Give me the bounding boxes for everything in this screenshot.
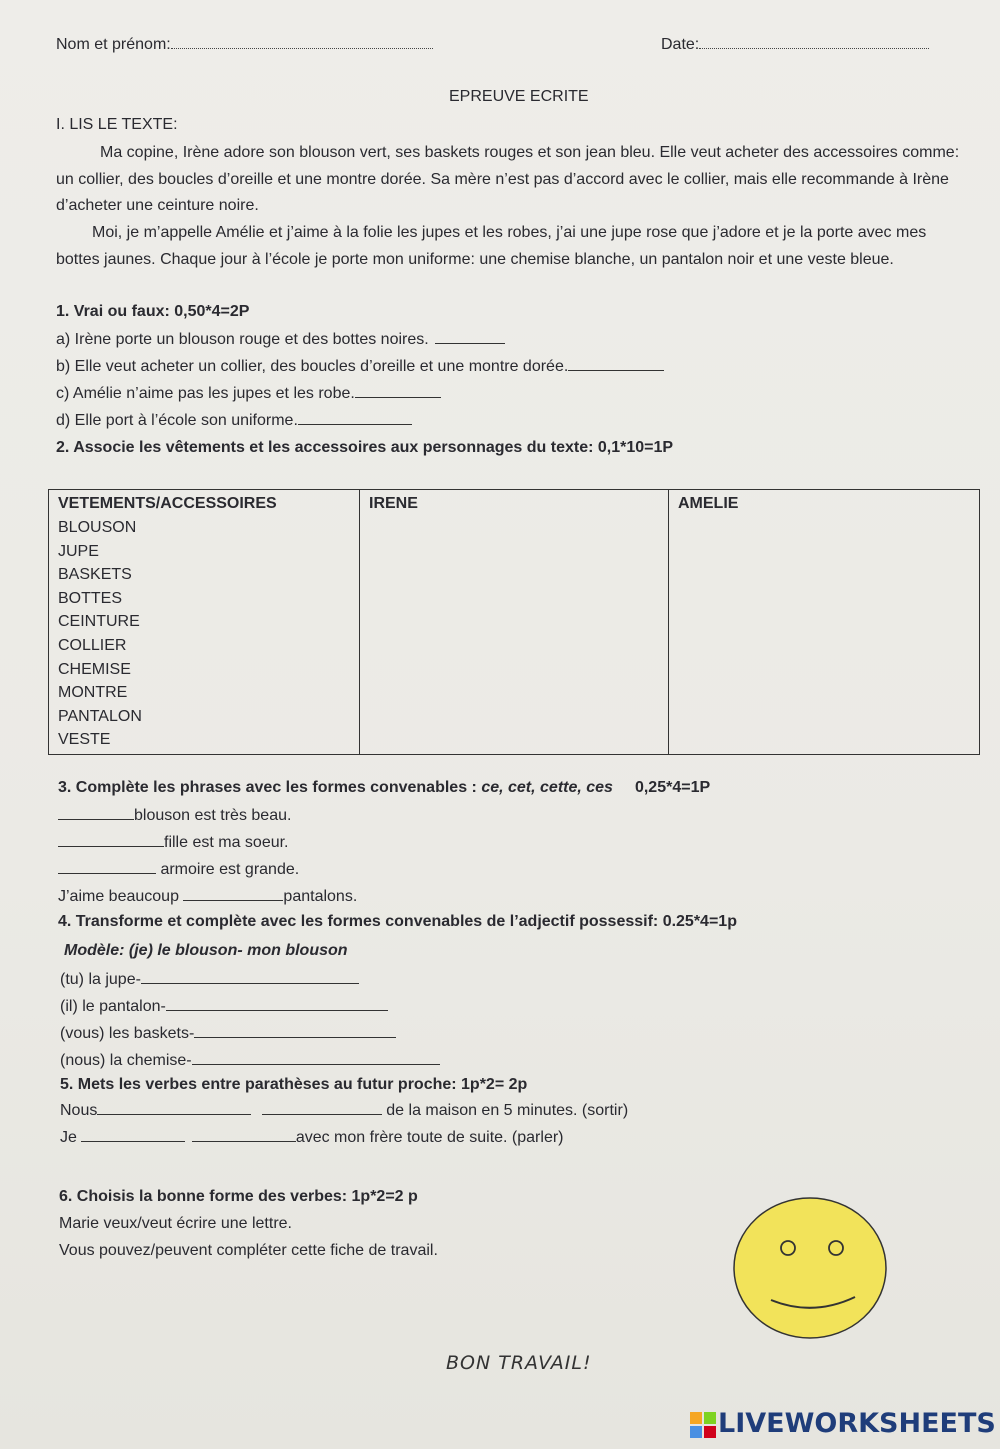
table-item: CEINTURE [58,613,140,631]
q5-sentence-1[interactable]: Nous de la maison en 5 minutes. (sortir) [60,1102,629,1119]
reading-paragraph-2: Moi, je m’appelle Amélie et j’aime à la folie les jupes et les robes, j’ai une jupe rose que j’adore et je la porte avec mes bottes jaunes. Chaque jour à l’école je porte mon uniforme: une chemise blanche, un pantalon noir et une veste bleue. [56,224,927,268]
table-item: BLOUSON [58,519,137,536]
q1-title: 1. Vrai ou faux: 0,50*4=2P [56,303,250,320]
table-item: BASKETS [58,566,132,584]
q3-title: 3. Complète les phrases avec les formes convenables : ce, cet, cette, ces 0,25*4=1P [58,779,711,796]
name-label: Nom et prénom: [56,36,171,53]
q3-sentence-4[interactable]: J’aime beaucoup pantalons. [58,888,358,905]
q4-model: Modèle: (je) le blouson- mon blouson [64,942,348,959]
q3-forms: ce, cet, cette, ces [481,779,613,796]
table-item: JUPE [58,542,99,560]
association-table [48,489,980,755]
watermark-text: LIVEWORKSHEETS [718,1408,996,1439]
q6-sentence-2[interactable]: Vous pouvez/peuvent compléter cette fiche de travail. [59,1242,438,1259]
table-item: PANTALON [58,707,142,725]
q5-title: 5. Mets les verbes entre parathèses au futur proche: 1p*2= 2p [60,1076,528,1093]
date-label: Date: [661,36,700,53]
col-header-amelie: AMELIE [678,495,739,512]
table-item: BOTTES [58,589,123,607]
q4-item-3[interactable]: (vous) les baskets- [60,1025,396,1043]
q3-points: 0,25*4=1P [634,779,711,796]
logo-grid-icon [690,1412,716,1438]
table-item: CHEMISE [58,660,131,678]
q3-sentence-1[interactable]: blouson est très beau. [58,807,291,825]
q6-title: 6. Choisis la bonne forme des verbes: 1p*2=2 p [59,1188,418,1205]
closing-text: BON TRAVAIL! [446,1352,592,1374]
q1-item-b[interactable]: b) Elle veut acheter un collier, des boucles d’oreille et une montre dorée. [56,358,664,376]
col-items [49,490,360,755]
section-heading: I. LIS LE TEXTE: [56,116,178,133]
col-amelie[interactable] [669,490,980,755]
name-field[interactable] [56,36,433,54]
q1-item-c[interactable]: c) Amélie n’aime pas les jupes et les robe. [56,385,441,403]
page-title: EPREUVE ECRITE [449,88,589,105]
col-irene[interactable] [360,490,669,755]
q4-item-1[interactable]: (tu) la jupe- [60,971,359,989]
q4-item-2[interactable]: (il) le pantalon- [60,998,388,1016]
col-header-irene: IRENE [369,495,418,512]
q3-sentence-3[interactable]: armoire est grande. [58,861,299,879]
smiley-face-icon [733,1197,887,1339]
q4-title: 4. Transforme et complète avec les formes convenables de l’adjectif possessif: 0.25*4=1p [58,913,737,930]
date-field[interactable] [661,36,929,54]
q2-title: 2. Associe les vêtements et les accessoires aux personnages du texte: 0,1*10=1P [56,439,674,456]
q6-sentence-1[interactable]: Marie veux/veut écrire une lettre. [59,1215,292,1232]
q1-item-a[interactable]: a) Irène porte un blouson rouge et des bottes noires. [56,331,505,349]
q5-sentence-2[interactable]: Je avec mon frère toute de suite. (parler) [60,1129,564,1146]
table-item: MONTRE [58,684,128,702]
table-item: VESTE [58,731,111,749]
table-item: COLLIER [58,636,127,654]
q3-sentence-2[interactable]: fille est ma soeur. [58,834,289,852]
q1-item-d[interactable]: d) Elle port à l’école son uniforme. [56,412,412,430]
q4-item-4[interactable]: (nous) la chemise- [60,1052,440,1070]
reading-paragraph-1: Ma copine, Irène adore son blouson vert, ses baskets rouges et son jean bleu. Elle veut acheter des accessoires comme: un collier, des boucles d’oreille et une montre dorée. Sa mère n’est pas d’accord avec le collier, mais elle recommande à Irène d’acheter une ceinture noire. [56,144,960,214]
col-header-items: VETEMENTS/ACCESSOIRES [58,495,277,512]
